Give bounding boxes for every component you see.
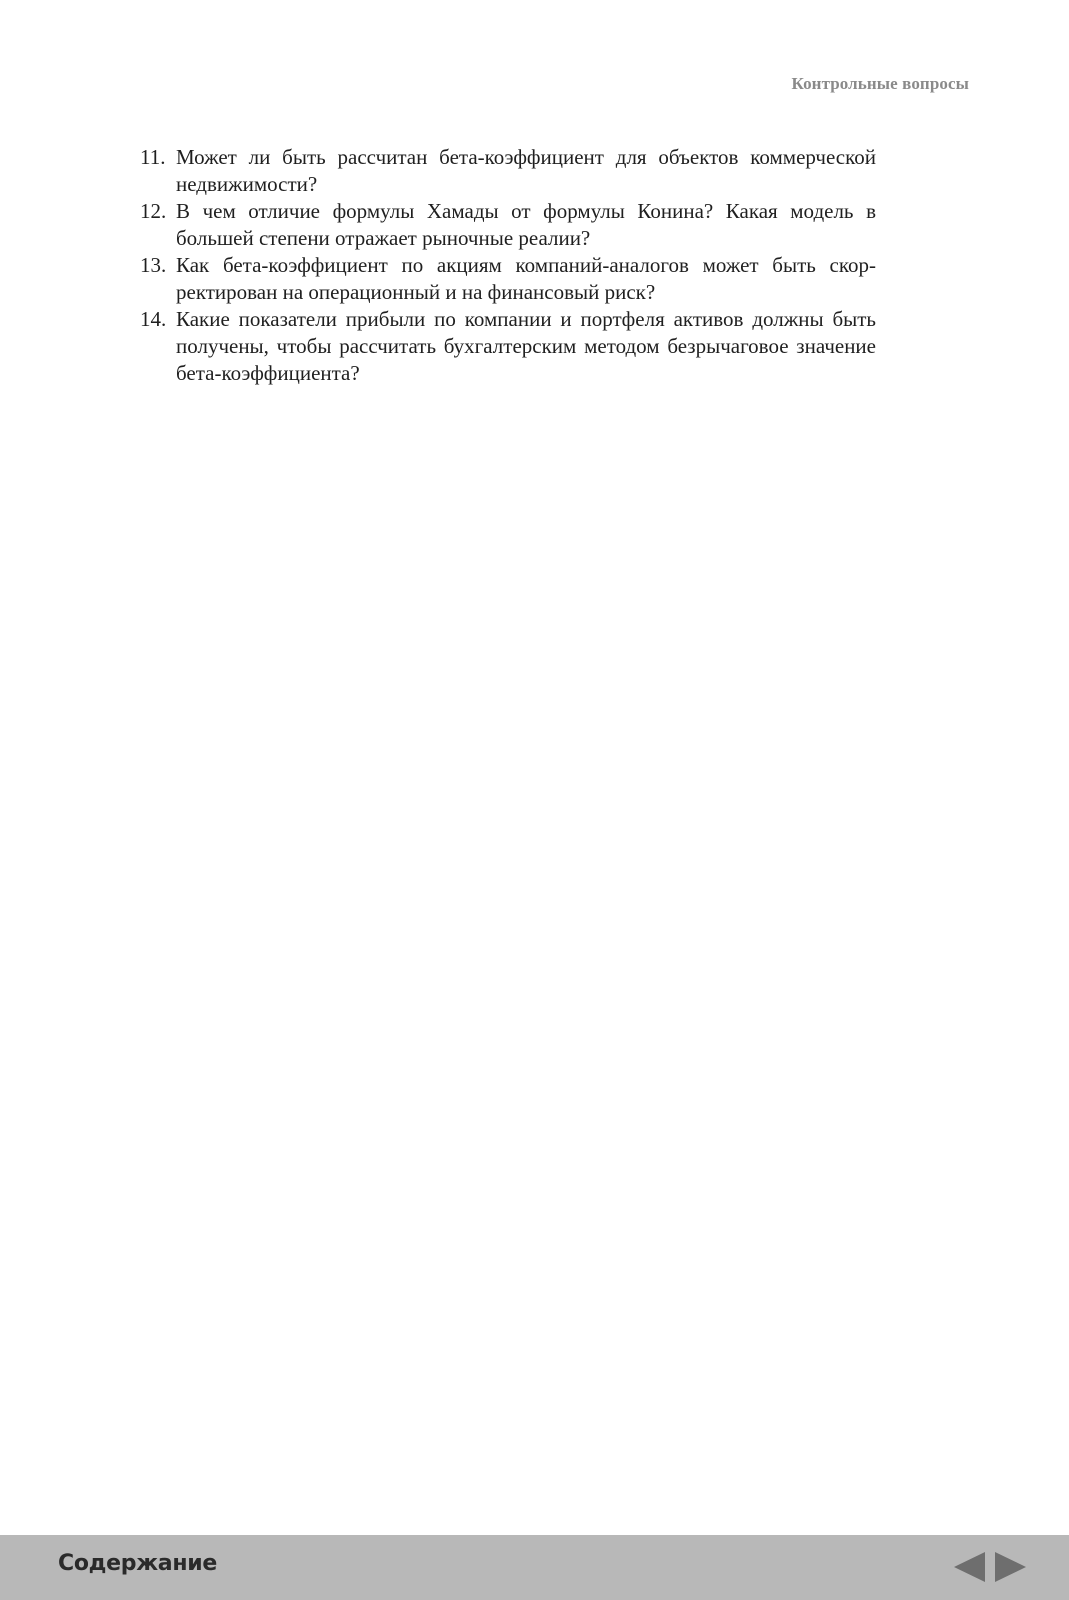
next-page-button[interactable]	[994, 1550, 1028, 1584]
question-item	[140, 306, 876, 387]
question-item	[140, 252, 876, 306]
question-text: В чем отличие формулы Хамады от формулы Конина? Какая модель в большей степени отражает рыночные реалии?	[176, 199, 876, 250]
running-header: Контрольные вопросы	[791, 74, 969, 93]
question-number: 14.	[140, 307, 167, 331]
question-text: Как бета-коэффициент по акциям компаний-аналогов может быть скорректирован на операционный и на финансовый риск?	[176, 253, 876, 304]
question-text: Может ли быть рассчитан бета-коэффициент для объектов коммерческой недвижимости?	[176, 145, 876, 196]
question-item	[140, 144, 876, 198]
prev-page-button[interactable]	[952, 1550, 986, 1584]
triangle-left-icon	[952, 1550, 986, 1584]
question-number: 11.	[140, 145, 166, 169]
question-item	[140, 198, 876, 252]
bottom-navigation-bar	[0, 1535, 1069, 1600]
question-text: Какие показатели прибыли по компании и портфеля активов должны быть получены, чтобы рассчитать бухгалтерским методом безрычаговое значение бета-коэффициента?	[176, 307, 876, 385]
question-list	[140, 144, 876, 387]
contents-link[interactable]: Содержание	[58, 1551, 217, 1576]
question-number: 13.	[140, 253, 167, 277]
triangle-right-icon	[994, 1550, 1028, 1584]
question-number: 12.	[140, 199, 167, 223]
